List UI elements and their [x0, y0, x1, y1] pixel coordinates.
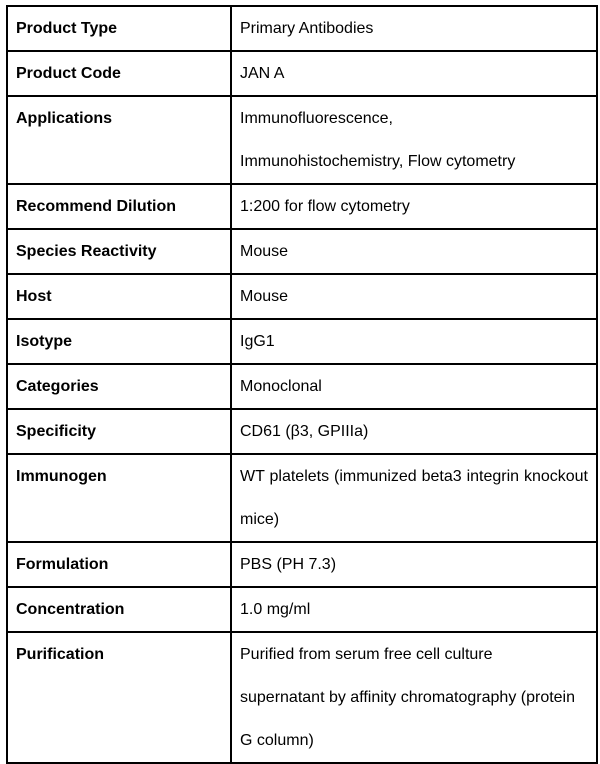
row-value: 1.0 mg/ml — [231, 587, 597, 632]
row-label: Formulation — [7, 542, 231, 587]
row-label: Host — [7, 274, 231, 319]
row-label: Recommend Dilution — [7, 184, 231, 229]
row-label: Specificity — [7, 409, 231, 454]
table-row — [7, 229, 597, 274]
row-label: Applications — [7, 96, 231, 184]
table-row — [7, 96, 597, 184]
table-row — [7, 51, 597, 96]
row-value: Monoclonal — [231, 364, 597, 409]
table-row — [7, 364, 597, 409]
table-row — [7, 319, 597, 364]
row-label: Product Type — [7, 6, 231, 51]
table-row — [7, 6, 597, 51]
table-row — [7, 587, 597, 632]
row-label: Immunogen — [7, 454, 231, 542]
table-row — [7, 632, 597, 763]
table-row — [7, 542, 597, 587]
row-label: Isotype — [7, 319, 231, 364]
row-value: WT platelets (immunized beta3 integrin knockout mice) — [231, 454, 597, 542]
row-value: Purified from serum free cell culture supernatant by affinity chromatography (protein G column) — [231, 632, 597, 763]
table-row — [7, 409, 597, 454]
row-label: Species Reactivity — [7, 229, 231, 274]
row-value: Immunofluorescence, Immunohistochemistry, Flow cytometry — [231, 96, 597, 184]
row-value: IgG1 — [231, 319, 597, 364]
row-value: PBS (PH 7.3) — [231, 542, 597, 587]
table-row — [7, 274, 597, 319]
product-spec-table — [6, 5, 598, 764]
row-value: JAN A — [231, 51, 597, 96]
table-row — [7, 184, 597, 229]
row-value: CD61 (β3, GPIIIa) — [231, 409, 597, 454]
row-value: 1:200 for flow cytometry — [231, 184, 597, 229]
row-label: Purification — [7, 632, 231, 763]
row-value: Primary Antibodies — [231, 6, 597, 51]
row-value: Mouse — [231, 229, 597, 274]
row-value: Mouse — [231, 274, 597, 319]
table-row — [7, 454, 597, 542]
row-label: Product Code — [7, 51, 231, 96]
row-label: Concentration — [7, 587, 231, 632]
row-label: Categories — [7, 364, 231, 409]
